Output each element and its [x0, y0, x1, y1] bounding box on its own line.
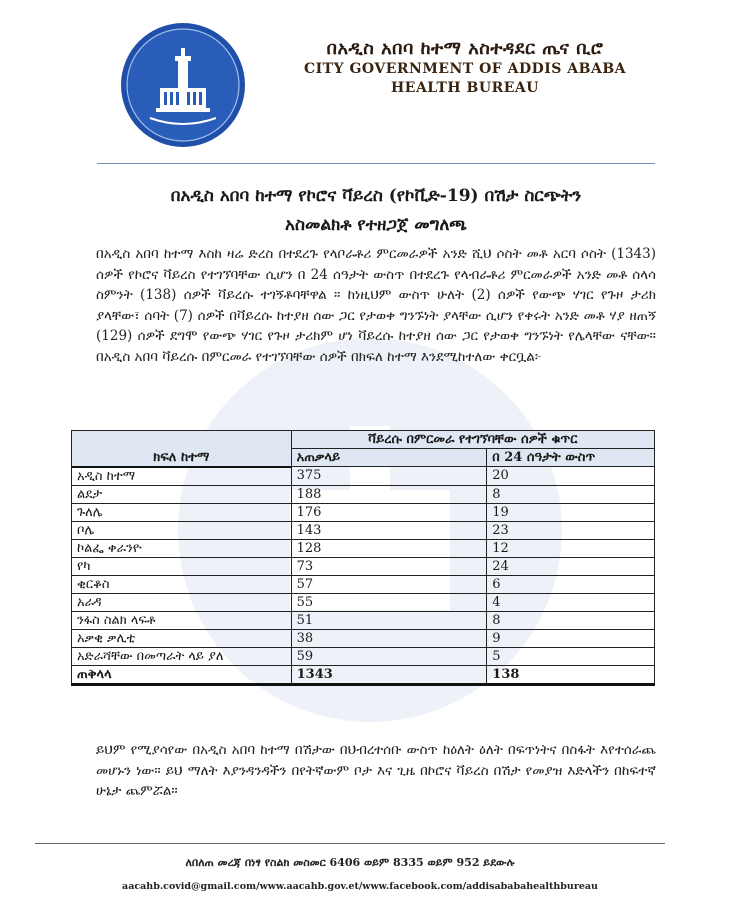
contact-links[interactable]: aacahb.covid@gmail.com/www.aacahb.gov.et/www.facebook.com/addisababahealthbureau	[122, 881, 598, 892]
last24h-cell: 20	[487, 467, 655, 486]
last24h-cell: 6	[487, 575, 655, 593]
footer-divider	[35, 843, 665, 844]
last24h-cell: 23	[487, 521, 655, 539]
intro-paragraph: በአዲስ አበባ ከተማ እስከ ዛሬ ድረስ በተደረጉ የላቦራቶሪ ምርመራዎች አንድ ሺህ ሶስት መቶ አርባ ሶስት (1343) ሰዎች የኮሮና ቫይረስ የተገኘባቸው ሲሆን በ 24 ሰዓታት ውስጥ በተደረጉ የላብራቶሪ ምርመራዎች አንድ መቶ ሰላሳ ስምንት (138) ሰዎች ቫይረሱ ተገኝቶባቸዋል ። ከነዚህም ውስጥ ሁለት (2) ሰዎች የውጭ ሃገር የጉዞ ታሪክ ያላቸው፣ ሰባት (7) ሰዎች በቫይረሱ ከተያዘ ሰው ጋር የታወቀ ግንኙነት ያላቸው ሲሆን የቀሩት አንድ መቶ ሃያ ዘጠኝ (129) ሰዎች ደግሞ የውጭ ሃገር የጉዞ ታሪክም ሆነ ቫይረሱ ከተያዘ ሰው ጋር የታወቀ ግንኙነት የሌላቸው ናቸው። በአዲስ አበባ ቫይረሱ በምርመራ የተገኘባቸው ሰዎች በክፍለ ከተማ እንደሚከተለው ቀርቧል፦	[96, 246, 656, 365]
total-cell: 188	[291, 485, 487, 503]
health-bureau-logo	[120, 22, 246, 148]
subcity-cell: ቦሌ	[72, 521, 292, 539]
column-header-total: አጠቃላይ	[291, 449, 487, 467]
organization-name	[300, 38, 630, 97]
subcity-cell: ንፋስ ስልክ ላፍቶ	[72, 611, 292, 629]
table-row	[72, 575, 655, 593]
subcity-cell: ኮልፌ ቀራንዮ	[72, 539, 292, 557]
total-cell: 73	[291, 557, 487, 575]
total-label: ጠቅላላ	[72, 665, 292, 684]
last24h-cell: 5	[487, 647, 655, 665]
total-cell: 38	[291, 629, 487, 647]
table-row	[72, 629, 655, 647]
subcity-cell: ቂርቆስ	[72, 575, 292, 593]
last24h-cell: 4	[487, 593, 655, 611]
table-row	[72, 521, 655, 539]
table-row	[72, 593, 655, 611]
title-line2: አስመልክቶ የተዘጋጀ መግለጫ	[285, 215, 467, 235]
last24h-cell: 8	[487, 611, 655, 629]
subcity-cell: የካ	[72, 557, 292, 575]
document-title	[96, 182, 656, 240]
total-cell: 57	[291, 575, 487, 593]
table-row	[72, 503, 655, 521]
subcity-cell: አዲስ ከተማ	[72, 467, 292, 486]
column-header-24h: በ 24 ሰዓታት ውስጥ	[487, 449, 655, 467]
last24h-cell: 19	[487, 503, 655, 521]
total-cell: 143	[291, 521, 487, 539]
subcity-cell: አራዳ	[72, 593, 292, 611]
table-row	[72, 485, 655, 503]
table-total-row	[72, 665, 655, 684]
table-row	[72, 557, 655, 575]
last24h-cell: 12	[487, 539, 655, 557]
org-name-english-line1: CITY GOVERNMENT OF ADDIS ABABA	[303, 61, 627, 77]
total-cell: 176	[291, 503, 487, 521]
total-cell: 375	[291, 467, 487, 486]
total-24h: 138	[487, 665, 655, 684]
last24h-cell: 9	[487, 629, 655, 647]
closing-paragraph: ይህም የሚያሳየው በአዲስ አበባ ከተማ በሽታው በህብረተሰቡ ውስጥ ከዕለት ዕለት በፍጥነትና በስፋት እየተሰራጨ መሆኑን ነው። ይህ ማለት እያንዳንዳችን በየትኛውም ቦታ እና ጊዜ በኮሮና ቫይረስ በሽታ የመያዝ እድላችን በከፍተኛ ሁኔታ ጨምሯል።	[96, 742, 656, 800]
title-line1: በአዲስ አበባ ከተማ የኮሮና ቫይረስ (የኮቪድ-19) በሽታ ስርጭትን	[170, 186, 582, 206]
table-row	[72, 467, 655, 486]
org-name-english-line2: HEALTH BUREAU	[391, 80, 539, 96]
subcity-cell: አቃቂ ቃሊቲ	[72, 629, 292, 647]
hotline-text: ለበለጠ መረጃ በነፃ የስልክ መስመር 6406 ወይም 8335 ወይም 952 ይደውሉ	[185, 856, 515, 869]
table-row	[72, 611, 655, 629]
cases-by-subcity-table	[71, 430, 655, 686]
total-cell: 51	[291, 611, 487, 629]
total-value: 1343	[291, 665, 487, 684]
column-header-subcity: ክፍለ ከተማ	[72, 431, 292, 467]
table-row	[72, 647, 655, 665]
column-header-group: ቫይረሱ በምርመራ የተገኘባቸው ሰዎች ቁጥር	[291, 431, 654, 449]
total-cell: 55	[291, 593, 487, 611]
subcity-cell: ልደታ	[72, 485, 292, 503]
last24h-cell: 24	[487, 557, 655, 575]
table-row	[72, 539, 655, 557]
total-cell: 128	[291, 539, 487, 557]
last24h-cell: 8	[487, 485, 655, 503]
header-divider	[97, 163, 655, 164]
org-name-amharic: በአዲስ አበባ ከተማ አስተዳደር ጤና ቢሮ	[326, 38, 604, 59]
total-cell: 59	[291, 647, 487, 665]
subcity-cell: ጉለሌ	[72, 503, 292, 521]
subcity-cell: አድራሻቸው በመጣራት ላይ ያለ	[72, 647, 292, 665]
